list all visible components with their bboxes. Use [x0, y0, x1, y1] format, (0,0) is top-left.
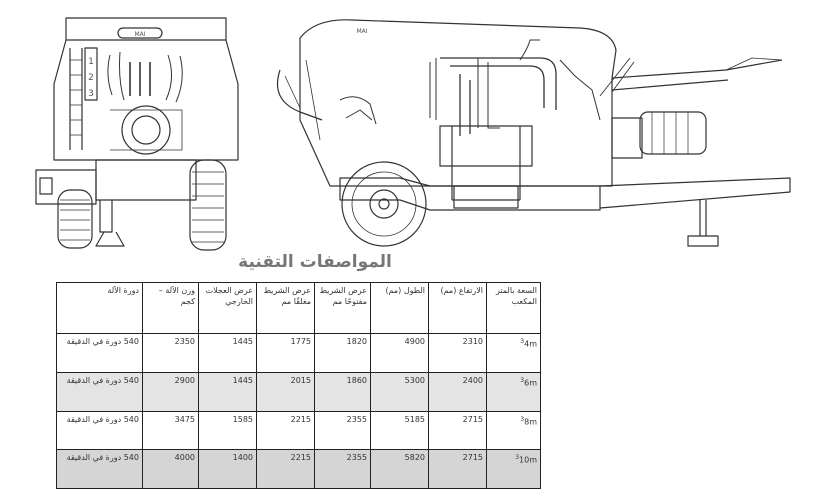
side-view-drawing	[278, 20, 791, 246]
belt-closed-cell: 2015	[257, 372, 315, 411]
front-view-number-3: 3	[88, 89, 94, 99]
capacity-cell: $8m^3$	[487, 411, 541, 450]
weight-cell: 3475	[143, 411, 199, 450]
capacity-cell: $6m^3$	[487, 372, 541, 411]
front-badge-logo: MAI	[134, 31, 146, 38]
belt-open-cell: 2355	[315, 411, 371, 450]
header-belt-closed: عرض الشريط مغلقًا مم	[257, 283, 315, 334]
page-title: المواصفات التقنية	[238, 252, 392, 272]
header-belt-open: عرض الشريط مفتوحًا مم	[315, 283, 371, 334]
table-row	[57, 372, 541, 411]
rpm-cell: 540 دورة في الدقيقة	[57, 372, 143, 411]
length-cell: 5300	[371, 372, 429, 411]
weight-cell: 2350	[143, 334, 199, 373]
table-row	[57, 450, 541, 489]
table-header-row	[57, 283, 541, 334]
belt-closed-cell: 2215	[257, 450, 315, 489]
front-view-drawing	[36, 18, 238, 250]
belt-open-cell: 2355	[315, 450, 371, 489]
wheels-cell: 1445	[199, 372, 257, 411]
rpm-cell: 540 دورة في الدقيقة	[57, 411, 143, 450]
belt-closed-cell: 1775	[257, 334, 315, 373]
header-capacity: السعة بالمتر المكعب	[487, 283, 541, 334]
rpm-cell: 540 دورة في الدقيقة	[57, 334, 143, 373]
side-badge-logo: MAI	[356, 28, 368, 35]
capacity-cell: $4m^3$	[487, 334, 541, 373]
belt-open-cell: 1860	[315, 372, 371, 411]
height-cell: 2715	[429, 411, 487, 450]
front-view-number-1: 1	[88, 57, 94, 67]
wheels-cell: 1400	[199, 450, 257, 489]
table-row	[57, 411, 541, 450]
height-cell: 2715	[429, 450, 487, 489]
header-rpm: دورة الآلة	[57, 283, 143, 334]
header-weight: وزن الآلة – كجم	[143, 283, 199, 334]
height-cell: 2400	[429, 372, 487, 411]
weight-cell: 2900	[143, 372, 199, 411]
length-cell: 4900	[371, 334, 429, 373]
belt-open-cell: 1820	[315, 334, 371, 373]
height-cell: 2310	[429, 334, 487, 373]
length-cell: 5820	[371, 450, 429, 489]
weight-cell: 4000	[143, 450, 199, 489]
header-height: الارتفاع (مم)	[429, 283, 487, 334]
table-row	[57, 334, 541, 373]
header-wheels: عرض العجلات الخارجي	[199, 283, 257, 334]
rpm-cell: 540 دورة في الدقيقة	[57, 450, 143, 489]
wheels-cell: 1445	[199, 334, 257, 373]
belt-closed-cell: 2215	[257, 411, 315, 450]
wheels-cell: 1585	[199, 411, 257, 450]
length-cell: 5185	[371, 411, 429, 450]
header-length: الطول (مم)	[371, 283, 429, 334]
front-view-number-2: 2	[88, 73, 94, 83]
specs-table	[56, 282, 541, 489]
capacity-cell: $10m^3$	[487, 450, 541, 489]
